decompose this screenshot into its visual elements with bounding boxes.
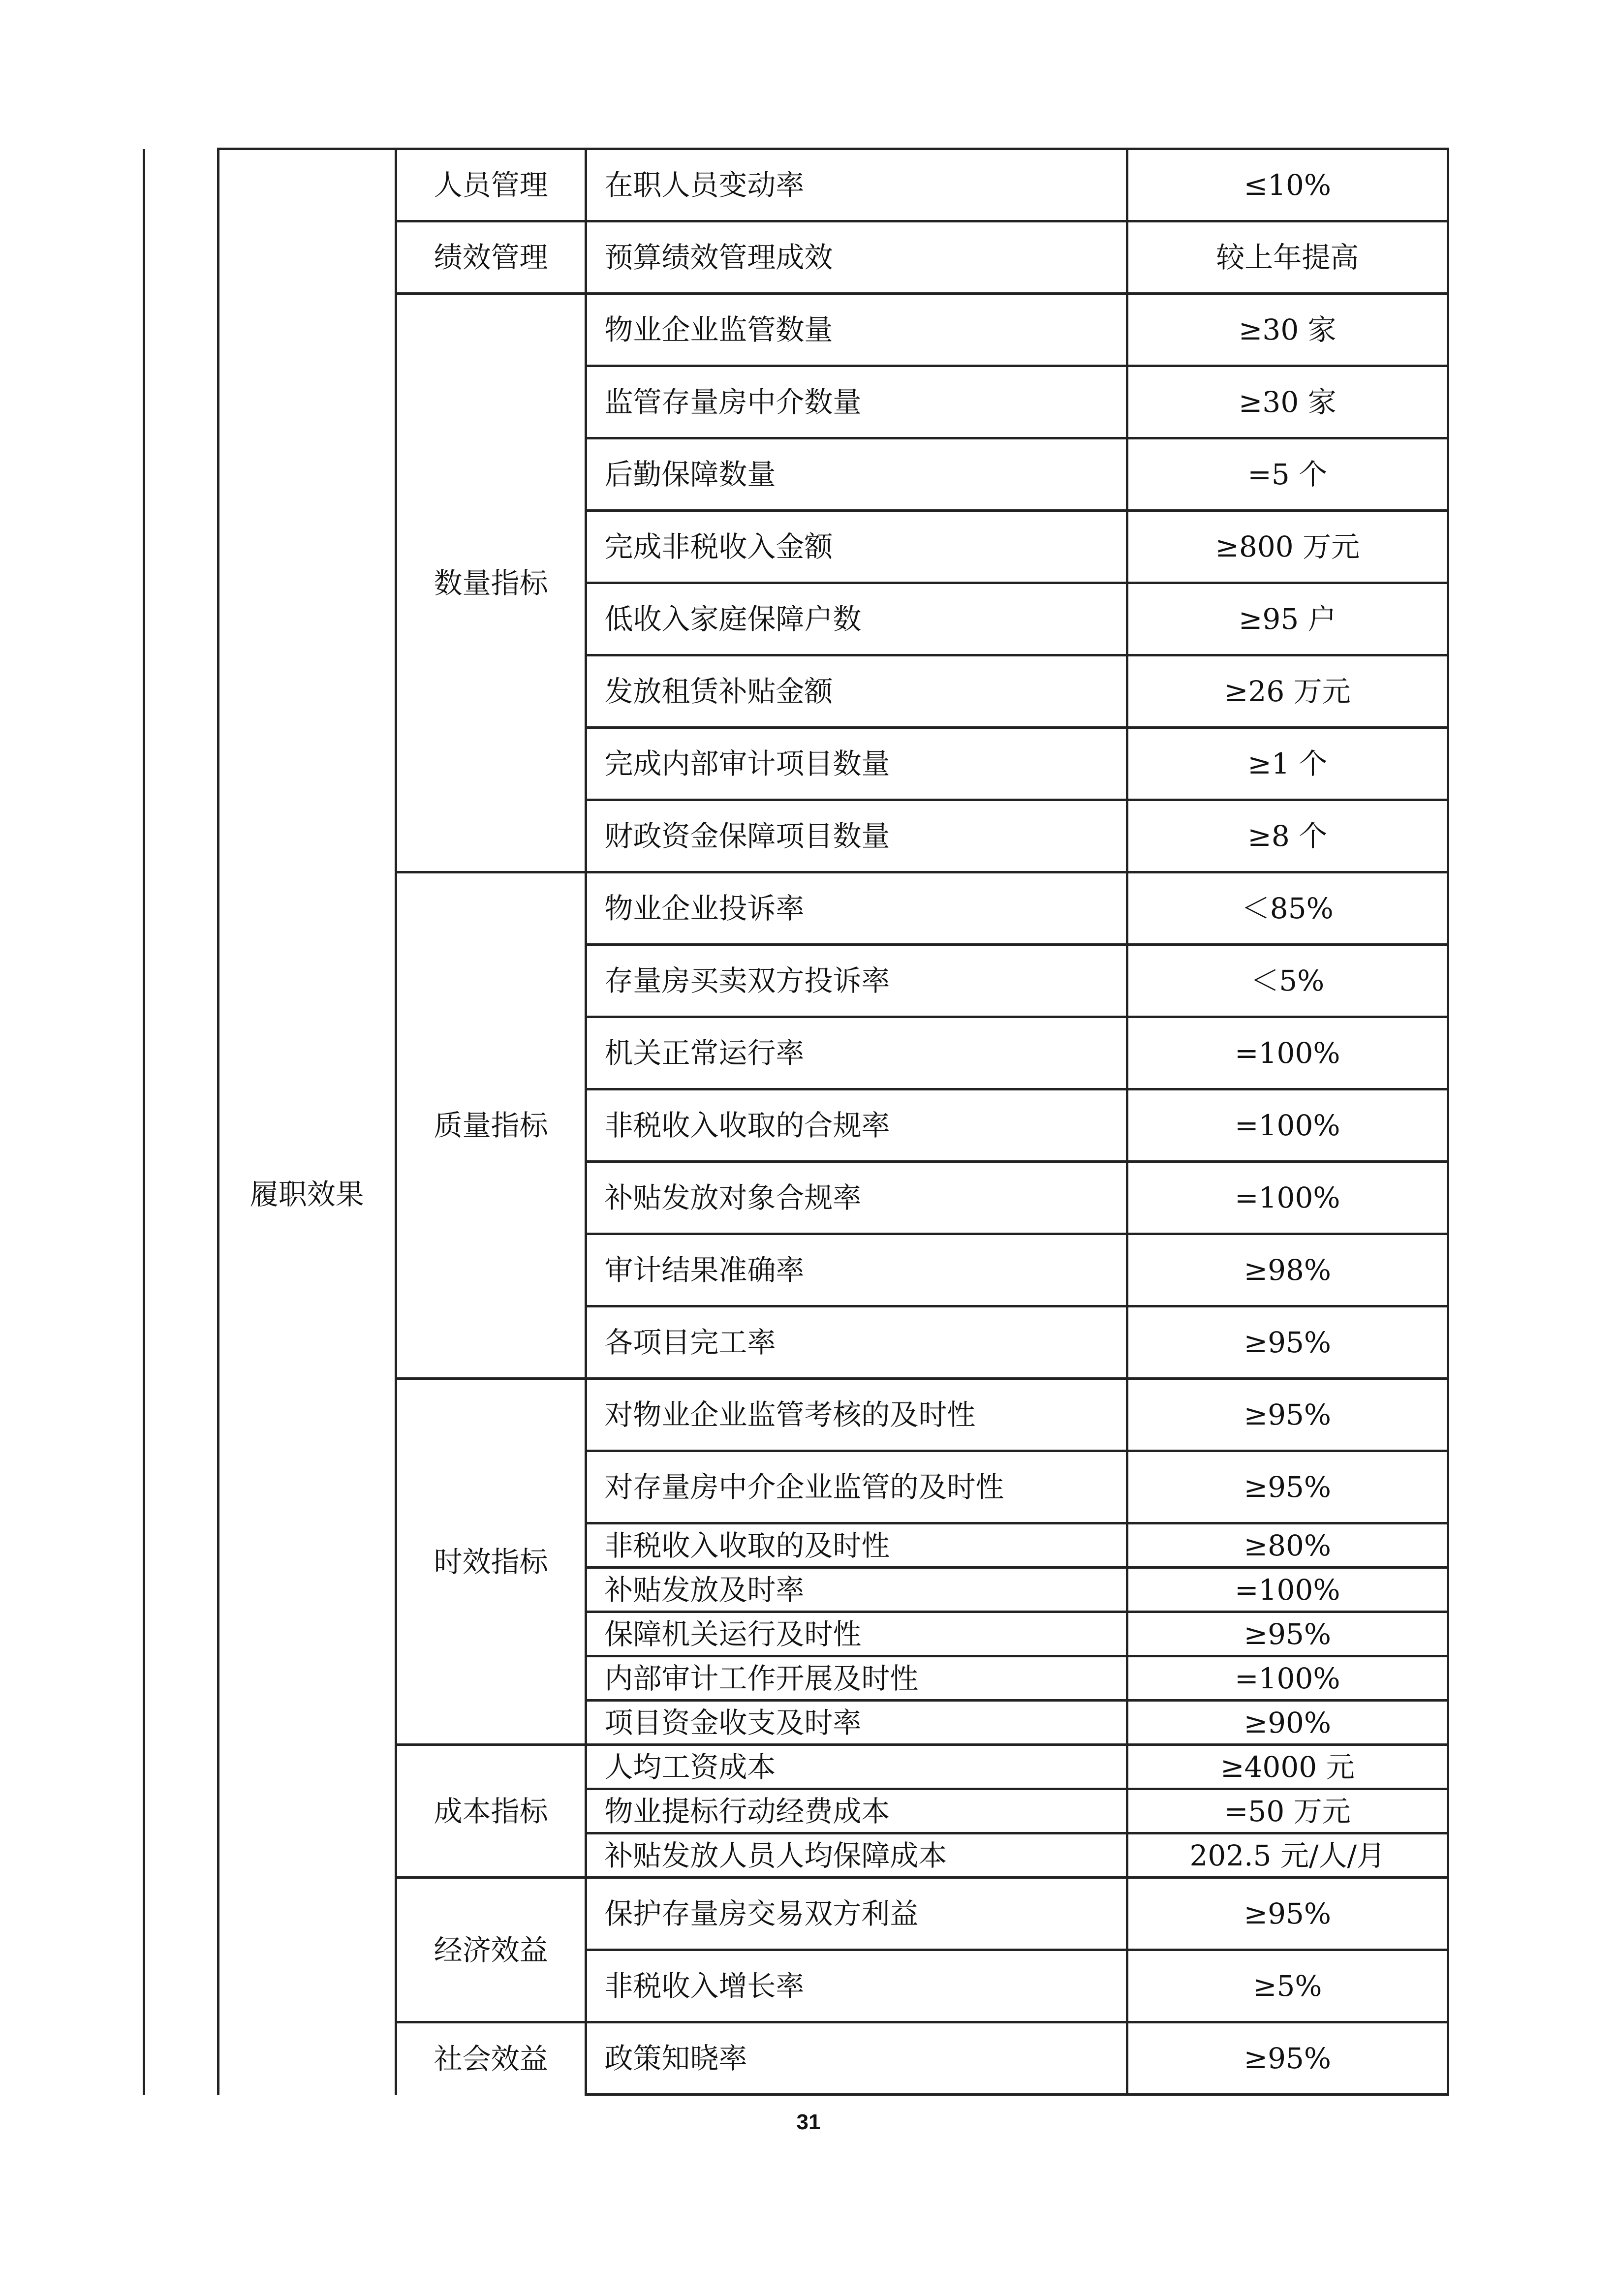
category-cell: 人员管理: [396, 149, 586, 221]
indicator-cell: 内部审计工作开展及时性: [586, 1656, 1127, 1701]
value-cell: ≥98%: [1127, 1234, 1448, 1306]
indicator-cell: 对存量房中介企业监管的及时性: [586, 1451, 1127, 1523]
value-cell: =100%: [1127, 1568, 1448, 1612]
indicator-cell: 存量房买卖双方投诉率: [586, 945, 1127, 1017]
value-cell: ≥95%: [1127, 1878, 1448, 1950]
indicator-cell: 完成内部审计项目数量: [586, 728, 1127, 800]
quantity-indicator-category: 数量指标: [396, 294, 586, 872]
value-cell: =100%: [1127, 1089, 1448, 1162]
indicator-cell: 对物业企业监管考核的及时性: [586, 1379, 1127, 1451]
cost-indicator-category: 成本指标: [396, 1745, 586, 1878]
value-cell: ≥95%: [1127, 1612, 1448, 1656]
indicator-cell: 完成非税收入金额: [586, 511, 1127, 583]
value-cell: ≥80%: [1127, 1523, 1448, 1568]
value-cell: ＜5%: [1127, 945, 1448, 1017]
indicator-cell: 物业企业投诉率: [586, 872, 1127, 945]
value-cell: ≥90%: [1127, 1701, 1448, 1745]
indicator-cell: 非税收入增长率: [586, 1950, 1127, 2022]
indicator-cell: 非税收入收取的及时性: [586, 1523, 1127, 1568]
value-cell: ≥1 个: [1127, 728, 1448, 800]
indicator-cell: 机关正常运行率: [586, 1017, 1127, 1089]
value-cell: =100%: [1127, 1017, 1448, 1089]
table-row: [144, 294, 1448, 366]
indicator-cell: 在职人员变动率: [586, 149, 1127, 221]
value-cell: ≥5%: [1127, 1950, 1448, 2022]
indicator-cell: 后勤保障数量: [586, 438, 1127, 511]
performance-effect-label: 履职效果: [218, 294, 396, 2095]
indicator-cell: 财政资金保障项目数量: [586, 800, 1127, 872]
value-cell: ≥30 家: [1127, 366, 1448, 438]
value-cell: =100%: [1127, 1162, 1448, 1234]
category-cell: 绩效管理: [396, 221, 586, 294]
economic-benefit-category: 经济效益: [396, 1878, 586, 2022]
indicator-cell: 监管存量房中介数量: [586, 366, 1127, 438]
previous-category-continuation: [218, 149, 396, 294]
quality-indicator-category: 质量指标: [396, 872, 586, 1379]
value-cell: ≥95%: [1127, 1379, 1448, 1451]
value-cell: 较上年提高: [1127, 221, 1448, 294]
indicator-cell: 补贴发放及时率: [586, 1568, 1127, 1612]
value-cell: ≥30 家: [1127, 294, 1448, 366]
indicator-cell: 保护存量房交易双方利益: [586, 1878, 1127, 1950]
value-cell: ≥95 户: [1127, 583, 1448, 655]
value-cell: ≥26 万元: [1127, 655, 1448, 728]
indicator-cell: 各项目完工率: [586, 1306, 1127, 1379]
value-cell: ≥95%: [1127, 2022, 1448, 2095]
indicator-cell: 物业企业监管数量: [586, 294, 1127, 366]
value-cell: ≤10%: [1127, 149, 1448, 221]
page-number: 31: [796, 2110, 821, 2134]
table-row: [144, 149, 1448, 221]
value-cell: =5 个: [1127, 438, 1448, 511]
indicator-cell: 补贴发放对象合规率: [586, 1162, 1127, 1234]
value-cell: 202.5 元/人/月: [1127, 1833, 1448, 1878]
value-cell: =100%: [1127, 1656, 1448, 1701]
indicator-cell: 非税收入收取的合规率: [586, 1089, 1127, 1162]
indicator-cell: 物业提标行动经费成本: [586, 1789, 1127, 1833]
social-benefit-category: 社会效益: [396, 2022, 586, 2095]
indicator-cell: 低收入家庭保障户数: [586, 583, 1127, 655]
indicator-cell: 补贴发放人员人均保障成本: [586, 1833, 1127, 1878]
indicator-cell: 人均工资成本: [586, 1745, 1127, 1789]
timeliness-indicator-category: 时效指标: [396, 1379, 586, 1745]
performance-indicator-table: [143, 148, 1449, 2096]
indicator-cell: 发放租赁补贴金额: [586, 655, 1127, 728]
value-cell: ＜85%: [1127, 872, 1448, 945]
indicator-cell: 政策知晓率: [586, 2022, 1127, 2095]
outer-left-column: [144, 149, 218, 2095]
indicator-cell: 审计结果准确率: [586, 1234, 1127, 1306]
indicator-cell: 保障机关运行及时性: [586, 1612, 1127, 1656]
value-cell: ≥95%: [1127, 1451, 1448, 1523]
indicator-cell: 项目资金收支及时率: [586, 1701, 1127, 1745]
value-cell: =50 万元: [1127, 1789, 1448, 1833]
value-cell: ≥8 个: [1127, 800, 1448, 872]
value-cell: ≥800 万元: [1127, 511, 1448, 583]
value-cell: ≥95%: [1127, 1306, 1448, 1379]
indicator-cell: 预算绩效管理成效: [586, 221, 1127, 294]
value-cell: ≥4000 元: [1127, 1745, 1448, 1789]
